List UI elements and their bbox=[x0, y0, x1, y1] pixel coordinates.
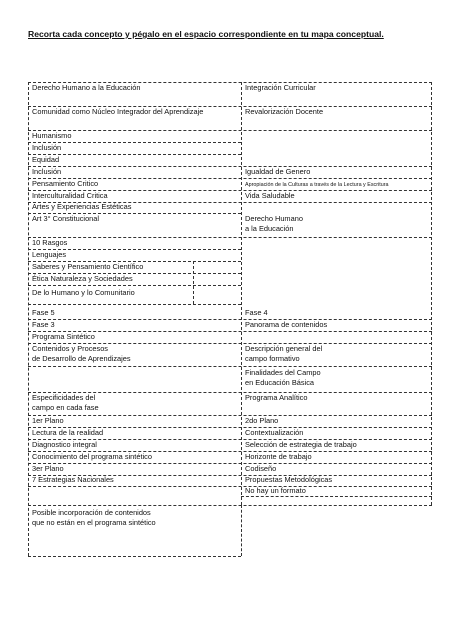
concept-cell: Horizonte de trabajo bbox=[245, 452, 312, 461]
concept-cell: 3er Plano bbox=[32, 464, 64, 473]
concept-cell bbox=[28, 343, 241, 366]
concept-cell: Art 3° Constitucional bbox=[32, 214, 100, 223]
cell-line: Descripción general del bbox=[245, 344, 323, 353]
cell-line: en Educación Básica bbox=[245, 378, 315, 387]
concept-cell: Inclusión bbox=[32, 167, 62, 176]
cut-out-table bbox=[28, 82, 432, 557]
concept-cell: Lenguajes bbox=[32, 250, 67, 259]
concept-cell: Artes y Experiencias Estéticas bbox=[32, 202, 132, 211]
cell-line: Posible incorporación de contenidos bbox=[32, 508, 151, 517]
concept-cell: Panorama de contenidos bbox=[245, 320, 328, 329]
concept-cell: Pensamiento Critico bbox=[32, 179, 99, 188]
cell-line: campo formativo bbox=[245, 354, 300, 363]
concept-cell: Derecho Humano a la Educación bbox=[32, 83, 141, 92]
concept-cell: Conocimiento del programa sintético bbox=[32, 452, 152, 461]
cell-line: que no están en el programa sintético bbox=[32, 518, 156, 527]
concept-cell: Programa Analítico bbox=[245, 393, 308, 402]
concept-cell: Fase 4 bbox=[245, 308, 268, 317]
concept-cell: Integración Curricular bbox=[245, 83, 316, 92]
concept-cell: 2do Plano bbox=[245, 416, 279, 425]
concept-cell: 1er Plano bbox=[32, 416, 64, 425]
concept-cell: Lectura de la realidad bbox=[32, 428, 104, 437]
concept-cell: Contextualización bbox=[245, 428, 304, 437]
concept-cell bbox=[241, 343, 432, 366]
concept-cell: Comunidad como Núcleo Integrador del Aprendizaje bbox=[32, 107, 204, 116]
concept-cell: Revalorización Docente bbox=[245, 107, 324, 116]
cell-line: a la Educación bbox=[245, 224, 294, 233]
concept-cell: 7 Estrategias Nacionales bbox=[32, 475, 114, 484]
concept-cell: Igualdad de Genero bbox=[245, 167, 311, 176]
cell-line: Finalidades del Campo bbox=[245, 368, 321, 377]
cell-line: Especificidades del bbox=[32, 393, 96, 402]
concept-cell: Fase 5 bbox=[32, 308, 55, 317]
concept-cell: Saberes y Pensamiento Científico bbox=[32, 262, 144, 271]
concept-cell: De lo Humano y lo Comunitario bbox=[32, 288, 135, 297]
concept-cell: Ética Naturaleza y Sociedades bbox=[32, 274, 133, 283]
concept-cell: Equidad bbox=[32, 155, 60, 164]
concept-cell: Interculturalidad Critica bbox=[32, 191, 108, 200]
cell-line: Derecho Humano bbox=[245, 214, 303, 223]
cell-line: campo en cada fase bbox=[32, 403, 99, 412]
concept-cell: Propuestas Metodológicas bbox=[245, 475, 333, 484]
cell-line: Contenidos y Procesos bbox=[32, 344, 108, 353]
concept-cell bbox=[28, 505, 241, 556]
cell-line: de Desarrollo de Aprendizajes bbox=[32, 354, 131, 363]
concept-cell: Inclusión bbox=[32, 143, 62, 152]
concept-cell: Apropiación de la Culturas a través de la Lectura y Escritura bbox=[245, 182, 389, 188]
concept-cell: 10 Rasgos bbox=[32, 238, 68, 247]
concept-cell: Diagnostico integral bbox=[32, 440, 97, 449]
concept-cell: No hay un formato bbox=[245, 486, 306, 495]
concept-cell: Humanismo bbox=[32, 131, 72, 140]
concept-cell: Fase 3 bbox=[32, 320, 55, 329]
concept-cell bbox=[241, 213, 432, 237]
concept-cell: Programa Sintético bbox=[32, 332, 95, 341]
page-title: Recorta cada concepto y pégalo en el espacio correspondiente en tu mapa conceptual. bbox=[28, 29, 384, 39]
concept-cell: Vida Saludable bbox=[245, 191, 295, 200]
concept-cell: Codiseño bbox=[245, 464, 277, 473]
concept-cell bbox=[241, 367, 432, 392]
concept-cell bbox=[28, 392, 241, 415]
concept-cell: Selección de estrategia de trabajo bbox=[245, 440, 357, 449]
